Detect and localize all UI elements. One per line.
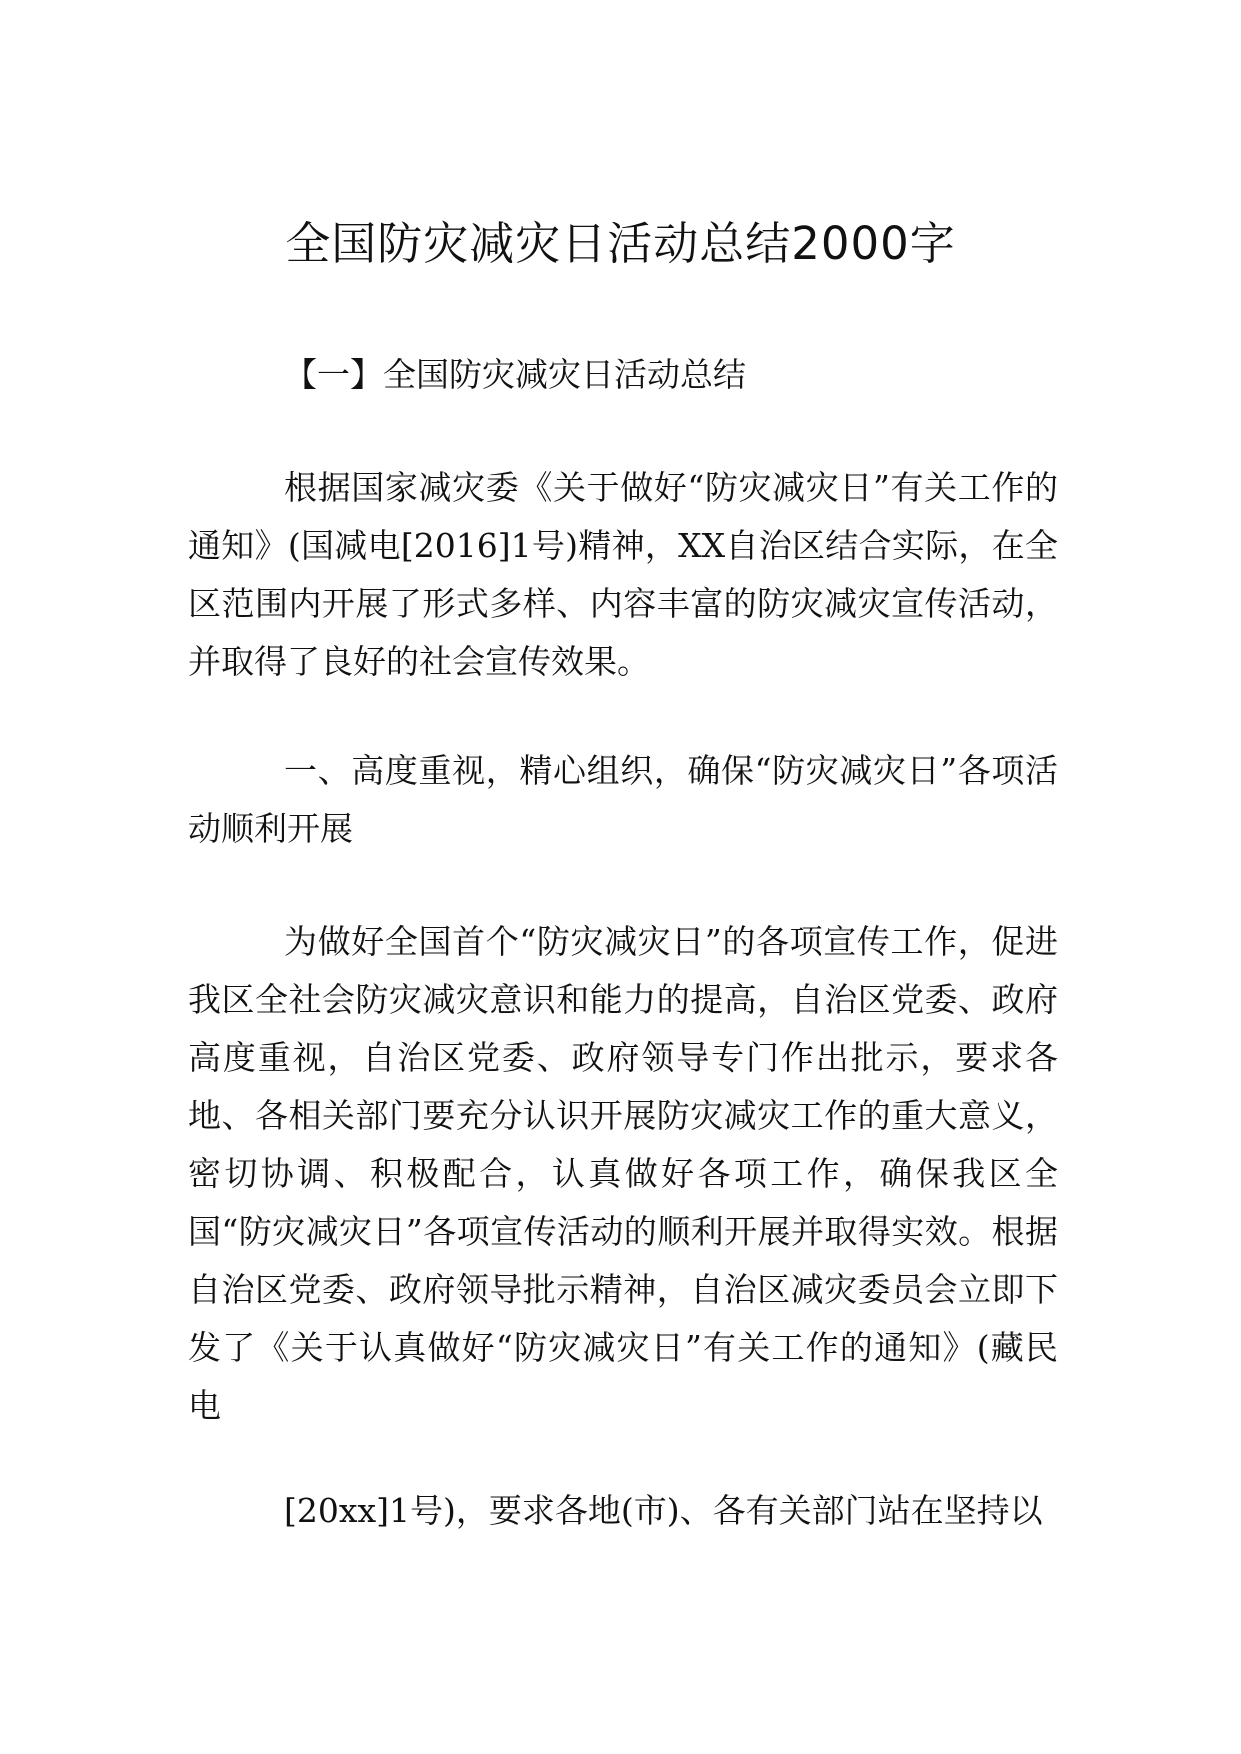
paragraph-body: 为做好全国首个“防灾减灾日”的各项宣传工作，促进我区全社会防灾减灾意识和能力的提高，自治区党委、政府高度重视，自治区党委、政府领导专门作出批示，要求各地、各相关部门要充分认识开展防灾减灾工作的重大意义，密切协调、积极配合，认真做好各项工作，确保我区全国“防灾减灾日”各项宣传活动的顺利开展并取得实效。根据自治区党委、政府领导批示精神，自治区减灾委员会立即下发了《关于认真做好“防灾减灾日”有关工作的通知》(藏民电 xyxy=(188,922,1058,1425)
paragraph-continued: [20xx]1号)，要求各地(市)、各有关部门站在坚持以 xyxy=(284,1491,1043,1530)
section-heading: 【一】全国防灾减灾日活动总结 xyxy=(284,355,746,394)
document-title: 全国防灾减灾日活动总结2000字 xyxy=(285,217,956,270)
paragraph-intro: 根据国家减灾委《关于做好“防灾减灾日”有关工作的通知》(国减电[2016]1号)精神，XX自治区结合实际，在全区范围内开展了形式多样、内容丰富的防灾减灾宣传活动，并取得了良好的社会宣传效果。 xyxy=(188,468,1058,681)
paragraph-subheading: 一、高度重视，精心组织，确保“防灾减灾日”各项活动顺利开展 xyxy=(188,751,1058,848)
